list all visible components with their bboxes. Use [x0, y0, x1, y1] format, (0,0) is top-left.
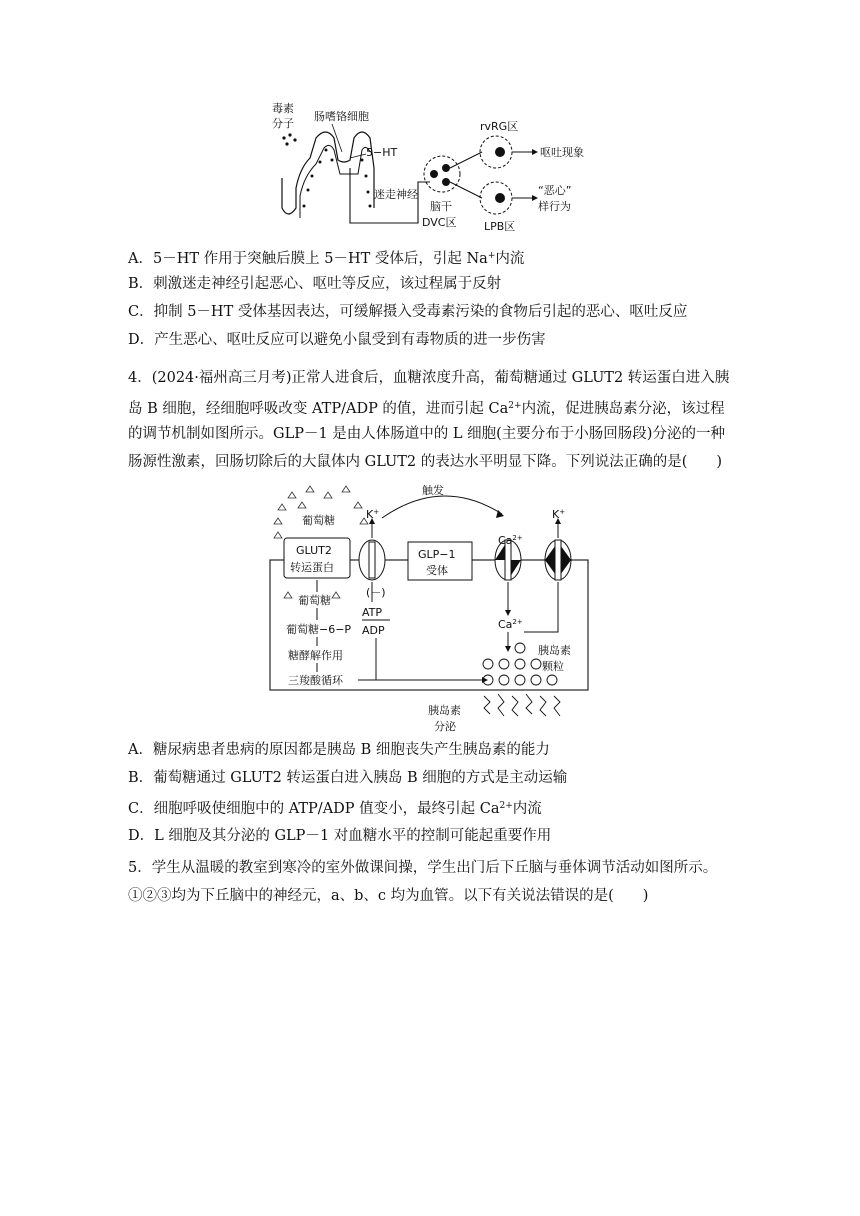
label-glut2-1: GLUT2: [296, 544, 332, 557]
label-insulin-granule-2: 颗粒: [542, 660, 564, 673]
label-ca-top: $Ca^{2+}$: [498, 534, 523, 547]
q4-option-c: C．细胞呼吸使细胞中的 ATP/ADP 值变小，最终引起 $Ca^{2+}$内流: [128, 801, 542, 817]
label-glucose-outside: 葡萄糖: [302, 514, 335, 527]
q5-stem-line-1: 5．学生从温暖的教室到寒冷的室外做课间操，学生出门后下丘脑与垂体调节活动如图所示。: [128, 860, 718, 876]
trigger-arrow: [382, 496, 502, 518]
label-vagus: 迷走神经: [374, 188, 418, 201]
k-channel-left: [359, 518, 385, 580]
label-vomit: 呕吐现象: [540, 146, 584, 159]
label-lpb: LPB区: [484, 220, 516, 233]
label-trigger: 触发: [422, 484, 444, 497]
label-5ht: 5−HT: [366, 146, 398, 159]
q3-option-a: A．5－HT 作用于突触后膜上 5－HT 受体后，引起 Na+内流: [128, 251, 525, 267]
label-adp: ADP: [362, 624, 385, 637]
q4-option-a: A．糖尿病患者患病的原因都是胰岛 B 细胞丧失产生胰岛素的能力: [128, 742, 550, 758]
label-glucose-inside: 葡萄糖: [298, 594, 331, 607]
label-insulin-granule-1: 胰岛素: [538, 644, 571, 657]
k-channel-right: [545, 518, 571, 580]
dvc-region: [424, 156, 460, 192]
label-nausea-1: “恶心”: [538, 184, 572, 197]
label-ca-inside: $Ca^{2+}$: [498, 618, 523, 631]
label-receptor: 受体: [426, 564, 448, 577]
label-secretion-1: 胰岛素: [428, 704, 461, 717]
label-rvrg: rvRG区: [480, 120, 519, 133]
figure-vomiting-pathway: [270, 98, 610, 238]
label-glycolysis: 糖酵解作用: [288, 649, 343, 662]
q5-stem-line-2: ①②③均为下丘脑中的神经元，a、b、c 均为血管。以下有关说法错误的是( ): [128, 888, 649, 904]
label-inhibit: (－): [366, 586, 386, 599]
q4-option-d: D．L 细胞及其分泌的 GLP－1 对血糖水平的控制可能起重要作用: [128, 828, 552, 844]
label-tca: 三羧酸循环: [288, 674, 343, 687]
label-toxin-1: 毒素: [272, 102, 294, 115]
q3-option-b: B．刺激迷走神经引起恶心、呕吐等反应，该过程属于反射: [128, 276, 502, 292]
q4-stem-line-3: 的调节机制如图所示。GLP－1 是由人体肠道中的 L 细胞(主要分布于小肠回肠段)分泌的一种: [128, 426, 725, 442]
label-atp: ATP: [362, 606, 383, 619]
label-glut2-2: 转运蛋白: [290, 561, 334, 574]
q4-stem-line-4: 肠源性激素，回肠切除后的大鼠体内 GLUT2 的表达水平明显下降。下列说法正确的是( ): [128, 454, 723, 470]
label-ec-cell: 肠嗜铬细胞: [314, 110, 369, 123]
label-brainstem: 脑干: [430, 200, 452, 213]
q3-option-c: C．抑制 5－HT 受体基因表达，可缓解摄入受毒素污染的食物后引起的恶心、呕吐反应: [128, 304, 688, 320]
label-secretion-2: 分泌: [434, 720, 456, 733]
q4-option-b: B．葡萄糖通过 GLUT2 转运蛋白进入胰岛 B 细胞的方式是主动运输: [128, 770, 568, 786]
label-k-left: K+: [366, 508, 380, 521]
q4-stem-line-2: 岛 B 细胞，经细胞呼吸改变 ATP/ADP 的值，进而引起 $Ca^{2+}$内流，促进胰岛素分泌，该过程: [128, 401, 725, 417]
label-dvc: DVC区: [422, 216, 457, 229]
figure-insulin-secretion: [262, 478, 602, 736]
intestinal-villi: [282, 132, 374, 214]
label-toxin-2: 分子: [272, 117, 294, 130]
toxin-dots: [282, 133, 296, 145]
label-nausea-2: 样行为: [538, 200, 571, 213]
q4-stem-line-1: 4．(2024·福州高三月考)正常人进食后，血糖浓度升高，葡萄糖通过 GLUT2 转运蛋白进入胰: [128, 370, 730, 386]
q3-option-d: D．产生恶心、呕吐反应可以避免小鼠受到有毒物质的进一步伤害: [128, 332, 546, 348]
label-g6p: 葡萄糖−6−P: [286, 623, 352, 636]
label-glp1: GLP−1: [418, 548, 456, 561]
label-k-right: K+: [552, 508, 566, 521]
secreted-insulin: [484, 694, 560, 716]
